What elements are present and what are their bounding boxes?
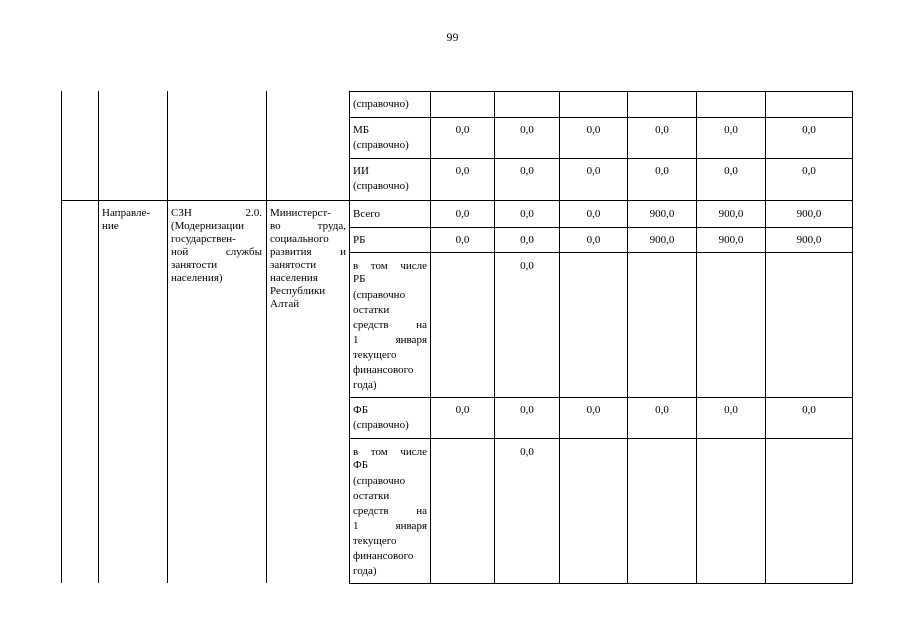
table-cell: 0,0 bbox=[520, 124, 534, 136]
row-label: финансового bbox=[353, 550, 414, 562]
table-cell: 0,0 bbox=[520, 208, 534, 220]
program-text: ной службы bbox=[171, 246, 262, 258]
executor-text: занятости bbox=[270, 259, 317, 271]
table-cell: 0,0 bbox=[724, 124, 738, 136]
table-cell: 900,0 bbox=[649, 234, 675, 246]
continued-row-label: (справочно) bbox=[353, 98, 409, 110]
row-label: текущего bbox=[353, 349, 397, 361]
table-cell: 900,0 bbox=[718, 234, 744, 246]
row-label: 1 января bbox=[353, 520, 427, 532]
table-cell: 0,0 bbox=[586, 165, 601, 177]
row-label: средств на bbox=[353, 505, 427, 517]
executor-text: во труда, bbox=[270, 220, 346, 232]
table-cell: 0,0 bbox=[655, 404, 669, 416]
row-label: года) bbox=[353, 565, 377, 577]
program-text: государствен- bbox=[171, 233, 236, 245]
program-text: населения) bbox=[171, 272, 223, 284]
table-cell: 0,0 bbox=[802, 165, 816, 177]
row-label: (справочно) bbox=[353, 419, 409, 431]
table-cell: 900,0 bbox=[718, 208, 744, 220]
executor-text: Республики bbox=[270, 285, 326, 297]
table-cell: 900,0 bbox=[796, 208, 822, 220]
program-text: СЗН 2.0. bbox=[171, 207, 262, 219]
row-label: (справочно bbox=[353, 289, 406, 301]
row-label: 1 января bbox=[353, 334, 427, 346]
table-cell: 0,0 bbox=[455, 165, 470, 177]
table-cell: 0,0 bbox=[455, 404, 470, 416]
table-cell: 0,0 bbox=[724, 165, 738, 177]
executor-text: социального bbox=[270, 233, 329, 245]
table-cell: 0,0 bbox=[802, 124, 816, 136]
row-label: средств на bbox=[353, 319, 427, 331]
row-label: (справочно) bbox=[353, 180, 409, 192]
table-cell: 0,0 bbox=[586, 208, 601, 220]
row-label: остатки bbox=[353, 490, 390, 502]
row-label: ИИ bbox=[353, 165, 369, 177]
table-cell: 0,0 bbox=[586, 124, 601, 136]
row-label: МБ bbox=[353, 124, 370, 136]
row-label: РБ bbox=[353, 234, 366, 246]
page-number: 99 bbox=[446, 30, 459, 44]
row-label: остатки bbox=[353, 304, 390, 316]
direction-text: Направле- bbox=[102, 207, 151, 219]
row-label: ФБ bbox=[353, 404, 369, 416]
table-cell: 0,0 bbox=[455, 208, 470, 220]
direction-text: ние bbox=[102, 220, 119, 232]
table-cell: 0,0 bbox=[455, 124, 470, 136]
row-label: текущего bbox=[353, 535, 397, 547]
row-label: (справочно) bbox=[353, 139, 409, 151]
table-cell: 900,0 bbox=[796, 234, 822, 246]
executor-text: населения bbox=[270, 272, 318, 284]
row-label: года) bbox=[353, 379, 377, 391]
table-cell: 0,0 bbox=[520, 404, 534, 416]
row-label: в том числе bbox=[353, 260, 427, 272]
row-label: ФБ bbox=[353, 459, 369, 471]
table-cell: 0,0 bbox=[724, 404, 738, 416]
row-label: РБ bbox=[353, 273, 366, 285]
table-cell: 0,0 bbox=[655, 124, 669, 136]
table-cell: 900,0 bbox=[649, 208, 675, 220]
executor-text: развития и bbox=[270, 246, 346, 258]
program-text: (Модернизации bbox=[171, 220, 244, 232]
table-cell: 0,0 bbox=[655, 165, 669, 177]
row-label: в том числе bbox=[353, 446, 427, 458]
table-cell: 0,0 bbox=[586, 234, 601, 246]
table-cell: 0,0 bbox=[586, 404, 601, 416]
table-cell: 0,0 bbox=[802, 404, 816, 416]
table-cell: 0,0 bbox=[520, 260, 534, 272]
executor-text: Министерст- bbox=[270, 207, 331, 219]
row-label: Всего bbox=[353, 208, 380, 220]
executor-text: Алтай bbox=[270, 298, 300, 310]
row-label: (справочно bbox=[353, 475, 406, 487]
row-label: финансового bbox=[353, 364, 414, 376]
table-cell: 0,0 bbox=[520, 234, 534, 246]
table-cell: 0,0 bbox=[455, 234, 470, 246]
program-text: занятости bbox=[171, 259, 218, 271]
table-cell: 0,0 bbox=[520, 446, 534, 458]
table-cell: 0,0 bbox=[520, 165, 534, 177]
